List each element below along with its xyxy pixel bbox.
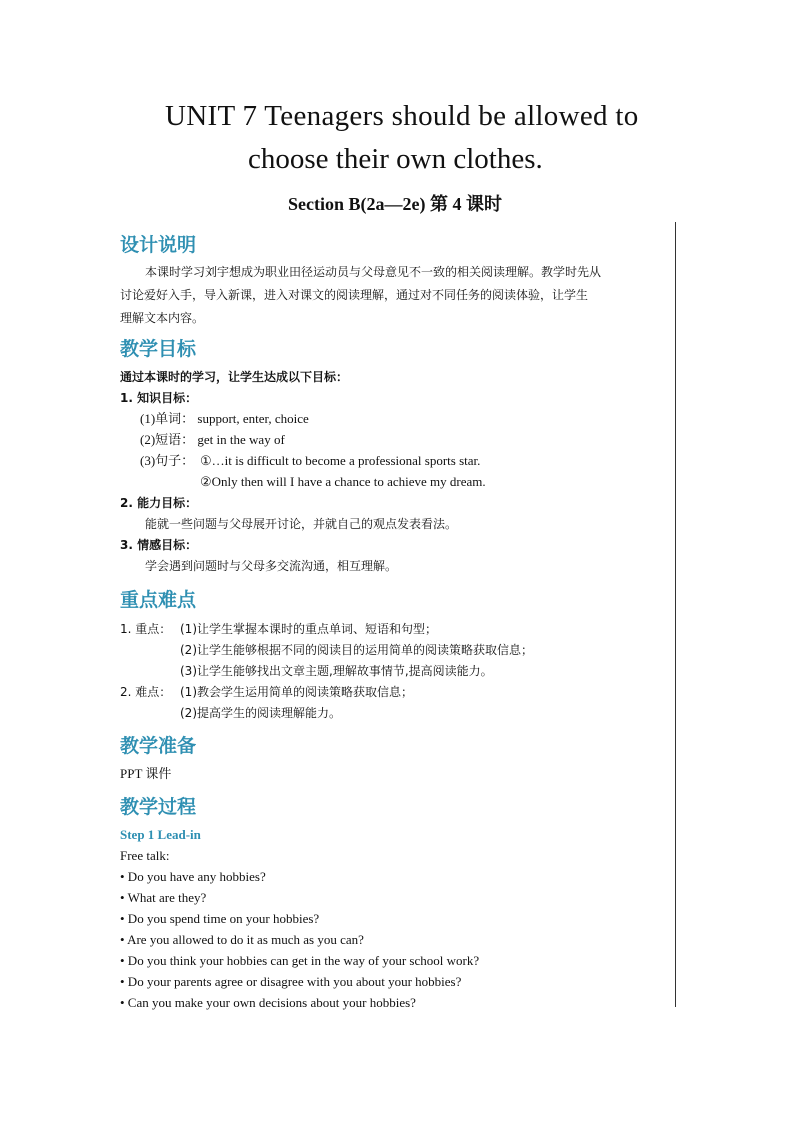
goals-intro: 通过本课时的学习，让学生达成以下目标： bbox=[120, 370, 349, 384]
difficulty-item-1: (1)教会学生运用简单的阅读策略获取信息； bbox=[180, 685, 413, 699]
question-item: • Can you make your own decisions about your hobbies? bbox=[120, 995, 416, 1010]
knowledge-sentence-2: ②Only then will I have a chance to achieve my dream. bbox=[200, 474, 486, 489]
knowledge-phrases: (2)短语： get in the way of bbox=[140, 432, 285, 447]
emotion-label: 3. 情感目标： bbox=[120, 538, 198, 552]
question-item: • Do your parents agree or disagree with you about your hobbies? bbox=[120, 974, 462, 989]
design-line-2: 讨论爱好入手，导入新课，进入对课文的阅读理解，通过对不同任务的阅读体验，让学生 bbox=[120, 288, 589, 302]
process-heading: 教学过程 bbox=[120, 796, 197, 818]
knowledge-label: 1. 知识目标： bbox=[120, 391, 198, 405]
focus-item-3: (3)让学生能够找出文章主题,理解故事情节,提高阅读能力。 bbox=[180, 664, 493, 678]
unit-title-line2: choose their own clothes. bbox=[248, 143, 543, 175]
question-item: • What are they? bbox=[120, 890, 207, 905]
knowledge-words: (1)单词： support, enter, choice bbox=[140, 411, 309, 426]
focus-label: 1. 重点： bbox=[120, 622, 172, 636]
key-points-heading: 重点难点 bbox=[120, 589, 197, 611]
design-heading: 设计说明 bbox=[120, 234, 197, 256]
preparation-text: PPT 课件 bbox=[120, 766, 172, 781]
ability-label: 2. 能力目标： bbox=[120, 496, 198, 510]
section-subtitle: Section B(2a—2e) 第 4 课时 bbox=[288, 194, 502, 214]
difficulty-item-2: (2)提高学生的阅读理解能力。 bbox=[180, 706, 341, 720]
question-item: • Do you spend time on your hobbies? bbox=[120, 911, 320, 926]
focus-item-1: (1)让学生掌握本课时的重点单词、短语和句型； bbox=[180, 622, 437, 636]
unit-title-line1: UNIT 7 Teenagers should be allowed to bbox=[165, 100, 639, 132]
margin-rule bbox=[675, 222, 676, 1007]
goals-heading: 教学目标 bbox=[120, 338, 197, 360]
ability-text: 能就一些问题与父母展开讨论，并就自己的观点发表看法。 bbox=[145, 517, 458, 531]
difficulty-label: 2. 难点： bbox=[120, 685, 172, 699]
knowledge-sentence-1: ①…it is difficult to become a professional sports star. bbox=[200, 453, 481, 468]
design-line-3: 理解文本内容。 bbox=[120, 311, 205, 325]
question-item: • Are you allowed to do it as much as you can? bbox=[120, 932, 364, 947]
question-item: • Do you think your hobbies can get in the way of your school work? bbox=[120, 953, 480, 968]
knowledge-sentences-label: (3)句子： bbox=[140, 453, 195, 468]
focus-item-2: (2)让学生能够根据不同的阅读目的运用简单的阅读策略获取信息； bbox=[180, 643, 534, 657]
free-talk-label: Free talk: bbox=[120, 848, 170, 863]
question-item: • Do you have any hobbies? bbox=[120, 869, 266, 884]
preparation-heading: 教学准备 bbox=[120, 735, 197, 757]
design-line-1: 本课时学习刘宇想成为职业田径运动员与父母意见不一致的相关阅读理解。教学时先从 bbox=[145, 265, 602, 279]
emotion-text: 学会遇到问题时与父母多交流沟通，相互理解。 bbox=[145, 559, 398, 573]
step-1-title: Step 1 Lead-in bbox=[120, 827, 201, 842]
